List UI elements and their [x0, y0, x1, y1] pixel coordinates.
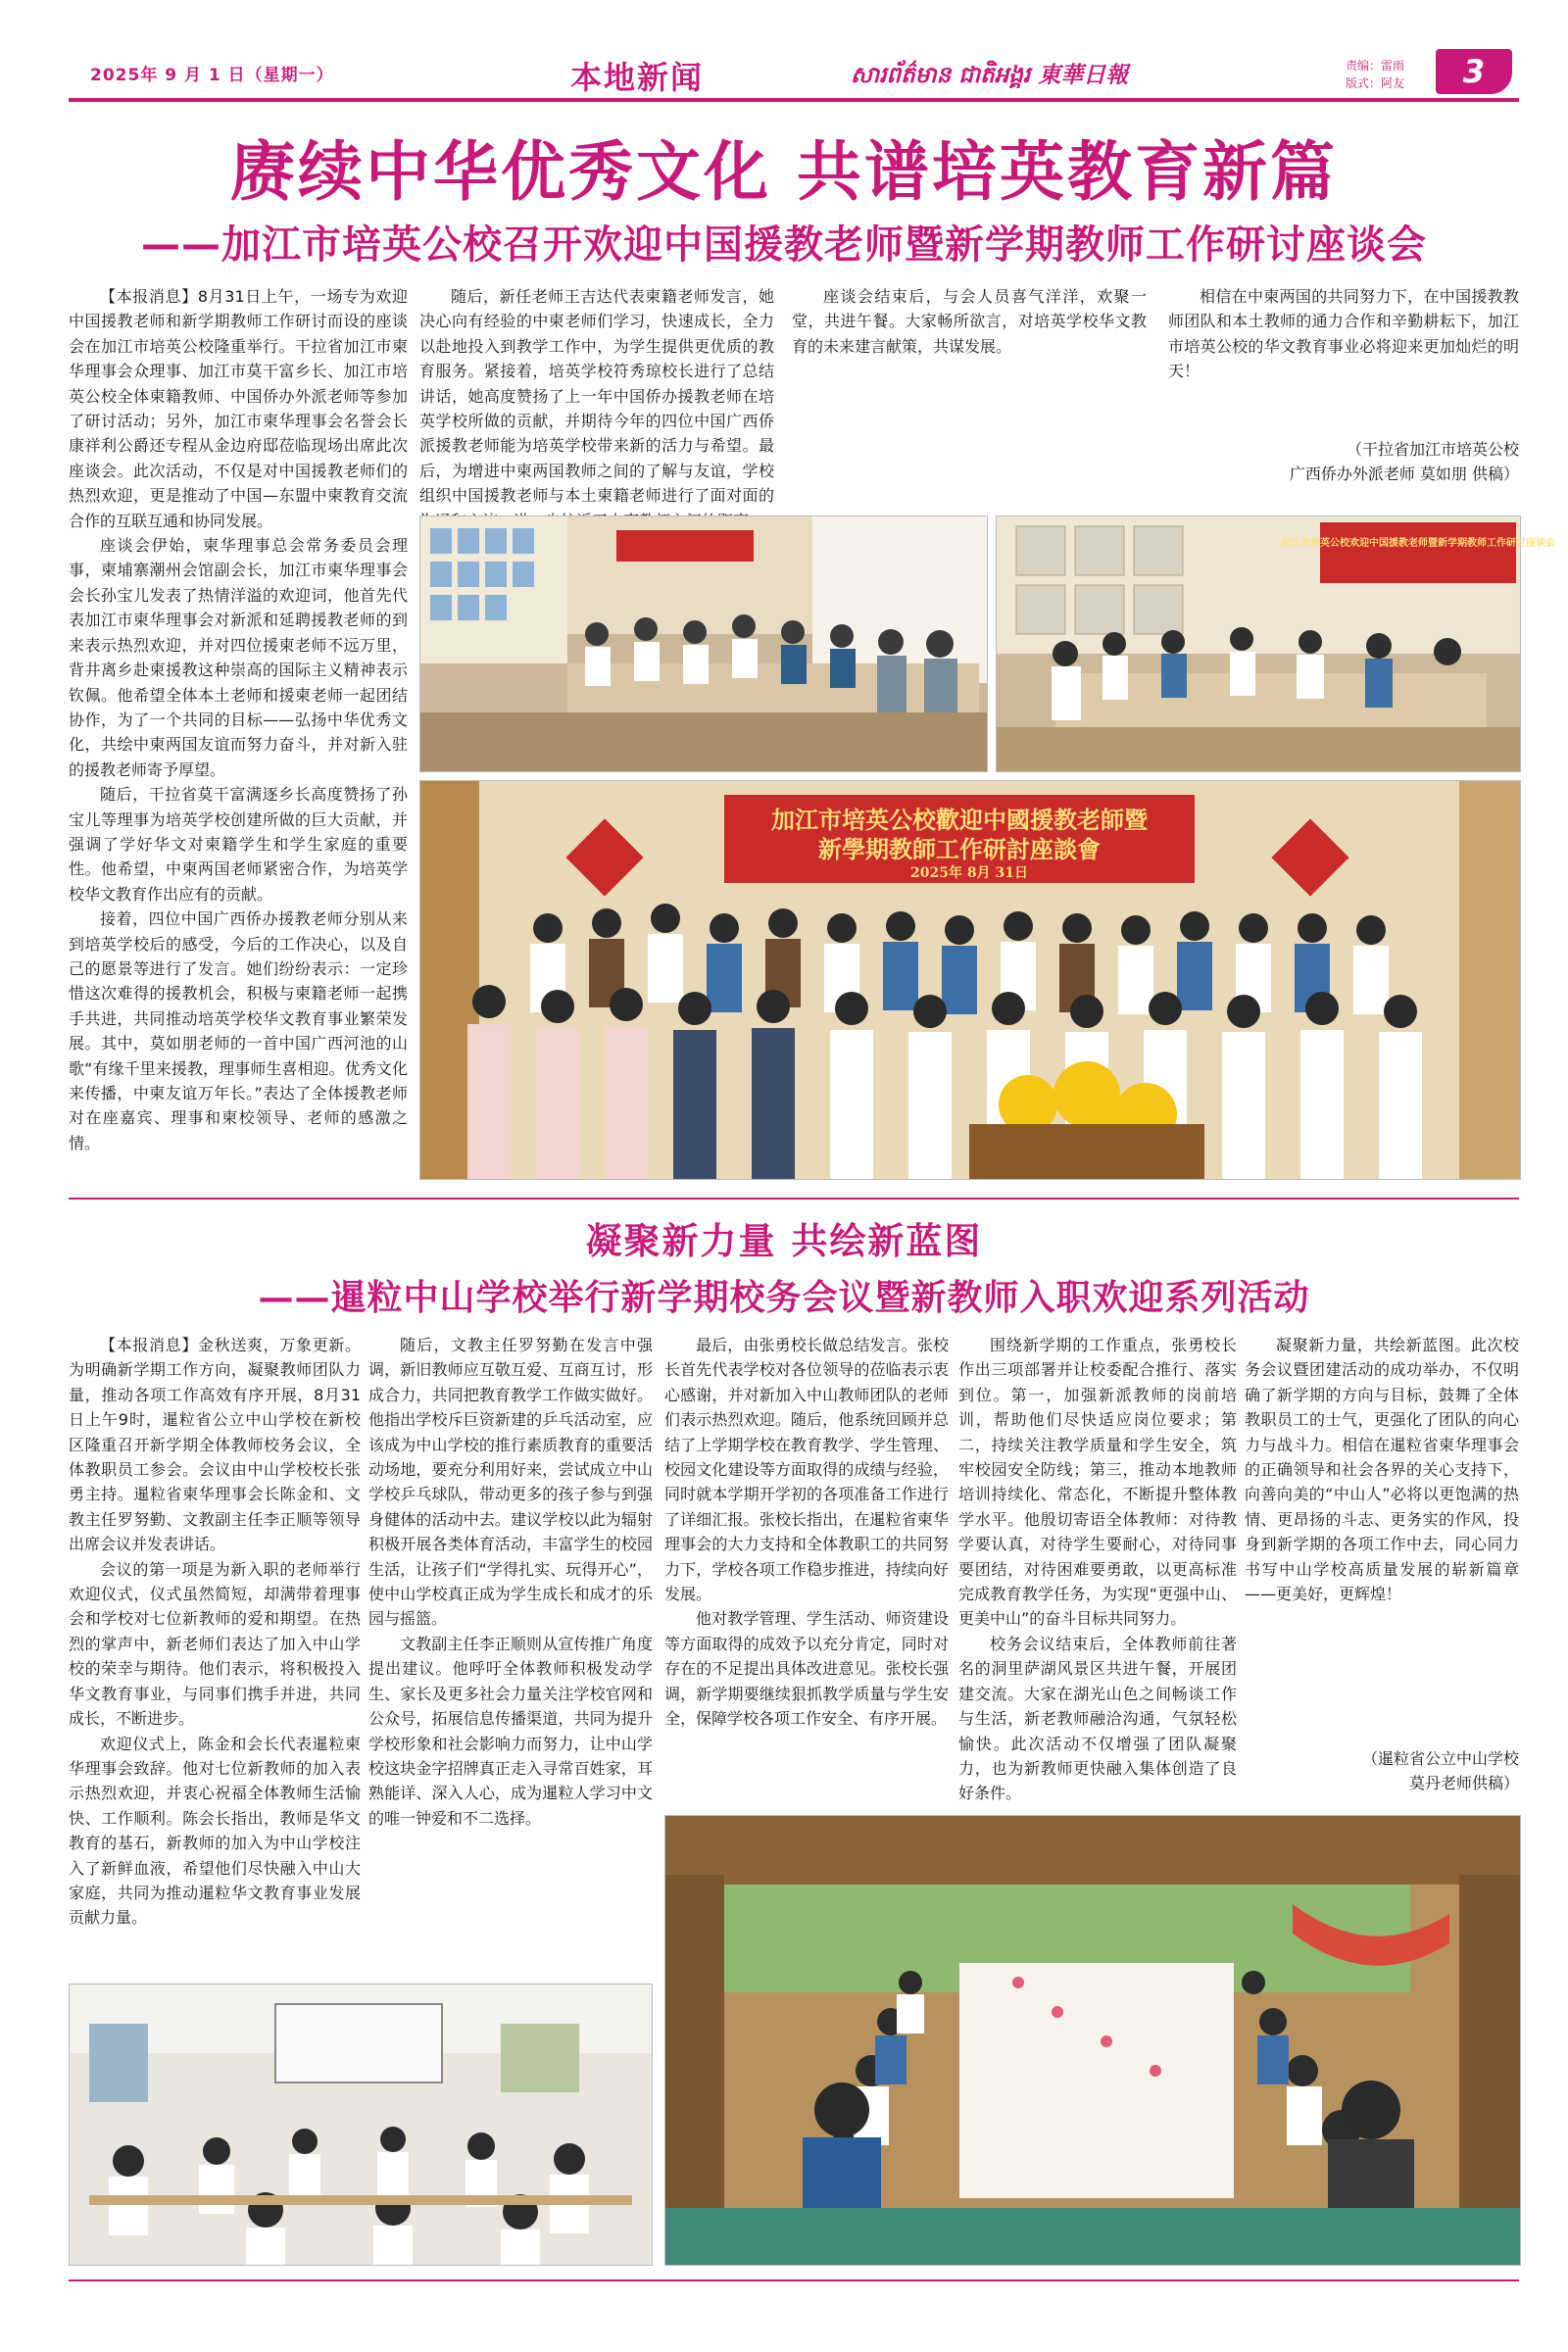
- article1-column-4: [1168, 284, 1519, 437]
- article2-column-5: [1245, 1333, 1519, 1729]
- article1-paragraph: 随后，干拉省莫干富满逐乡长高度赞扬了孙宝儿等理事为培英学校创建所做的巨大贡献，并强调了学好华文对柬籍学生和学生家庭的重要性。他希望，中柬两国老师紧密合作，为培英学校华文教育作出应有的贡献。: [69, 785, 408, 904]
- article1-subhead: ——加江市培英公校召开欢迎中国援教老师暨新学期教师工作研讨座谈会: [141, 222, 1427, 268]
- article1-paragraph: 座谈会伊始，柬华理事总会常务委员会理事，柬埔寨潮州会馆副会长，加江市柬华理事会会长孙宝儿发表了热情洋溢的欢迎词，他首先代表加江市柬华理事会对新派和延聘援教老师的到来表示热烈欢迎，并对四位援柬老师不远万里，背井离乡赴柬援教这种崇高的国际主义精神表示钦佩。他希望全体本土老师和援柬老师一起团结协作，为了一个共同的目标——弘扬中华优秀文化，共绘中柬两国友谊而努力奋斗，并对新入驻的援教老师寄予厚望。: [69, 536, 408, 779]
- group-photo: [419, 780, 1521, 1180]
- article1-paragraph: 随后，新任老师王吉达代表柬籍老师发言，她决心向有经验的中柬老师们学习，快速成长，全力以赴地投入到教学工作中，为学生提供更优质的教育服务。紧接着，培英学校符秀琼校长进行了总结讲话，她高度赞扬了上一年中国侨办援教老师在培英学校所做的贡献，并期待今年的四位中国广西侨派援教老师能为培英学校带来新的活力与希望。最后，为增进中柬两国教师之间的了解与友谊，学校组织中国援教老师与本土柬籍老师进行了面对面的: [419, 287, 774, 506]
- article1-paragraph: 接着，四位中国广西侨办援教老师分别从来到培英学校后的感受，今后的工作决心，以及自己的愿景等进行了发言。她们纷纷表示：一定珍惜这次难得的援教机会，积极与柬籍老师一起携手共进，共同推动培英学校华文教育事业繁荣发展。其中，莫如朋老师的一首中国广西河池的山歌“有缘千里来援教，理事师生喜相迎。优秀文化来传播，中柬友谊万年长。”表达了全体援教老师对在座嘉宾、理事和柬校领导、老师的感激之情。: [69, 909, 408, 1152]
- classroom-photo: [69, 1984, 653, 2266]
- editor-credit: 责编：雷雨: [1346, 59, 1405, 73]
- article2-byline: [1245, 1746, 1519, 1799]
- article2-paragraph: 围绕新学期的工作重点，张勇校长作出三项部署并让校委配合推行、落实到位。第一，加强新派教师的岗前培训，帮助他们尽快适应岗位要求；第二，持续关注教学质量和学生安全，筑牢校园安全防线；第三，推动本地教师培训持续化、常态化，不断提升整体教学水平。他殷切寄语全体教师：对待教学要认真，对待学生要耐心，对待同事要团结，对待困难要勇敢，以更高标准完成教育教学任务，为实现“更强中山、更美中山”的奋斗目标共同努力。: [958, 1336, 1237, 1629]
- article1-column-2: [419, 284, 774, 510]
- article2-paragraph: 【本报消息】金秋送爽，万象更新。为明确新学期工作方向，凝聚教师团队力量，推动各项工作高效有序开展，8月31日上午9时，暹粒省公立中山学校在新校区隆重召开新学期全体教师校务会议，全体教职员工参会。会议由中山学校校长张勇主持。暹粒省柬华理事会长陈金和、文教主任罗努勤、文教副主任李正顺等领导出席会议并发表讲话。: [69, 1336, 361, 1554]
- article2-column-3: [664, 1333, 949, 1803]
- article2-subhead: ——暹粒中山学校举行新学期校务会议暨新教师入职欢迎系列活动: [258, 1277, 1310, 1318]
- footer-rule: [69, 2279, 1519, 2281]
- article1-byline-line: （干拉省加江市培英公校: [1346, 440, 1519, 459]
- article2-column-2: [368, 1333, 653, 1968]
- article2-byline-line: 莫丹老师供稿）: [1408, 1774, 1519, 1793]
- article2-paragraph: 校务会议结束后，全体教师前往著名的洞里萨湖风景区共进午餐，开展团建交流。大家在湖光山色之间畅谈工作与生活，新老教师融洽沟通，气氛轻松愉快。此次活动不仅增强了团队凝聚力，也为新教师更快融入集体创造了良好条件。: [958, 1634, 1237, 1803]
- layout-credit: 版式：阿友: [1346, 76, 1405, 90]
- article2-paragraph: 欢迎仪式上，陈金和会长代表暹粒柬华理事会致辞。他对七位新教师的加入表示热烈欢迎，并衷心祝福全体教师生活愉快、工作顺利。陈会长指出，教师是华文教育的基石，新教师的加入为中山学校注入了新鲜血液，希望他们尽快融入中山大家庭，共同为推动暹粒华文教育事业发展贡献力量。: [69, 1734, 361, 1928]
- page-number-badge: 3: [1436, 49, 1512, 94]
- section-title: 本地新闻: [570, 59, 705, 96]
- article1-byline: [1168, 437, 1519, 490]
- article2-paragraph: 会议的第一项是为新入职的老师举行欢迎仪式，仪式虽然简短，却满带着理事会和学校对七位新教师的爱和期望。在热烈的掌声中，新老师们表达了加入中山学校的荣幸与期待。他们表示，将积极投入华文教育事业，与同事们携手并进，共同成长，不断进步。: [69, 1559, 361, 1729]
- article1-column-3: [792, 284, 1147, 510]
- article2-paragraph: 最后，由张勇校长做总结发言。张校长首先代表学校对各位领导的莅临表示衷心感谢，并对新加入中山教师团队的老师们表示热烈欢迎。随后，他系统回顾并总结了上学期学校在教育教学、学生管理、校园文化建设等方面取得的成绩与经验，同时就本学期开学初的各项准备工作进行了详细汇报。张校长指出，在暹粒省柬华理事会的大力支持和全体教职工的共同努力下，学校各项工作稳步推进，持续向好发展。: [664, 1336, 949, 1604]
- meeting-photo-1: [419, 515, 988, 772]
- article1-headline: 赓续中华优秀文化 共谱培英教育新篇: [230, 134, 1338, 210]
- article2-paragraph: 随后，文教主任罗努勤在发言中强调，新旧教师应互敬互爱、互商互讨，形成合力，共同把教育教学工作做实做好。他指出学校斥巨资新建的乒乓活动室，应该成为中山学校的推行素质教育的重要活动场地，要充分利用好来，尝试成立中山学校乒乓球队，带动更多的孩子参与到强身健体的活动中去。建议学校以此为辐射积极开展各类体育活动，丰富学生的校园生活，让孩子们“学得扎实、玩得开心”，使中山学校真正成为学生成长和成才的乐园与摇篮。: [368, 1336, 653, 1629]
- article2-column-4: [958, 1333, 1237, 1803]
- article1-paragraph: 【本报消息】8月31日上午，一场专为欢迎中国援教老师和新学期教师工作研讨而设的座谈会在加江市培英公校隆重举行。干拉省加江市柬华理事会众理事、加江市莫干富乡长、加江市培英公校全体柬籍教师、中国侨办外派老师等参加了研讨活动；另外，加江市柬华理事会名誉会长康祥利公爵还专程从金边府邸莅临现场出席此次座谈会。此次活动，不仅是对中国援教老师们的热烈欢迎，更是推动了中国—东盟中柬教育交流合作的互联互通和协同发展。: [69, 287, 408, 530]
- editor-credits: [1346, 57, 1404, 92]
- article1-paragraph: 相信在中柬两国的共同努力下，在中国援教教师团队和本土教师的通力合作和辛勤耕耘下，加江市培英公校的华文教育事业必将迎来更加灿烂的明天！: [1168, 287, 1519, 381]
- issue-date: 2025年 9 月 1 日（星期一）: [90, 66, 334, 85]
- article2-column-1: [69, 1333, 361, 1968]
- article2-paragraph: 文教副主任李正顺则从宣传推广角度提出建议。他呼吁全体教师积极发动学生、家长及更多社会力量关注学校官网和公众号，拓展信息传播渠道，共同为提升学校形象和社会影响力而努力，让中山学校这块金字招牌真正走入寻常百姓家，耳熟能详、深入人心，成为暹粒人学习中文的唯一钟爱和不二选择。: [368, 1634, 653, 1828]
- article2-headline: 凝聚新力量 共绘新蓝图: [585, 1219, 983, 1262]
- newspaper-name: សារព័ត៌មាន ជាតិអង្គរ 東華日報: [851, 63, 1129, 88]
- group-photo-banner-line-2: 新學期教師工作研討座談會: [818, 835, 1101, 863]
- article1-paragraph: 座谈会结束后，与会人员喜气洋洋，欢聚一堂，共进午餐。大家畅所欲言，对培英学校华文教育的未来建言献策，共谋发展。: [792, 287, 1147, 356]
- group-photo-banner-date: 2025年 8月 31日: [910, 865, 1028, 881]
- article2-paragraph: 凝聚新力量，共绘新蓝图。此次校务会议暨团建活动的成功举办，不仅明确了新学期的方向与目标，鼓舞了全体教职员工的士气，更强化了团队的向心力与战斗力。相信在暹粒省柬华理事会的正确领导和社会各界的关心支持下，向善向美的“中山人”必将以更饱满的热情、更昂扬的斗志、更务实的作风，投身到新学期的各项工作中去，同心同力书写中山学校高质量发展的崭新篇章——更美好，更辉煌！: [1245, 1336, 1519, 1604]
- article2-paragraph: 他对教学管理、学生活动、师资建设等方面取得的成效予以充分肯定，同时对存在的不足提出具体改进意见。张校长强调，新学期要继续狠抓教学质量与学生安全，保障学校各项工作安全、有序开展。: [664, 1609, 949, 1729]
- meeting-photo-2: [996, 515, 1555, 772]
- header-rule: [69, 98, 1519, 102]
- article1-column-1: [69, 284, 408, 1156]
- article1-byline-line: 广西侨办外派老师 莫如朋 供稿）: [1289, 465, 1519, 484]
- photo-banner-text: 加江市培英公校欢迎中国援教老师暨新学期教师工作研讨座谈会: [1281, 538, 1555, 549]
- article2-byline-line: （暹粒省公立中山学校: [1361, 1749, 1519, 1768]
- lunch-photo: [664, 1815, 1521, 2266]
- section-divider: [69, 1198, 1519, 1200]
- group-photo-banner-line-1: 加江市培英公校歡迎中國援教老師暨: [771, 806, 1148, 834]
